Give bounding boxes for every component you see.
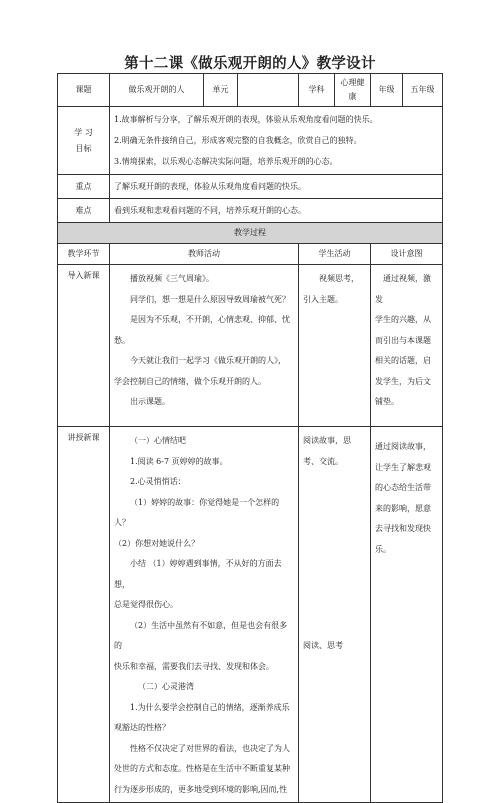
teacher-line: 播放视频《三气周瑜》。 <box>130 274 214 283</box>
unit-label: 单元 <box>204 74 238 107</box>
teacher-line: 小结 （1）婷婷遇到事情，不从好的方面去想， <box>114 559 282 589</box>
student-line: 引入主题。 <box>303 294 343 304</box>
key-point-row <box>58 175 443 199</box>
lesson-plan-table <box>57 73 443 803</box>
process-band: 教学过程 <box>58 223 443 244</box>
teacher-line: 处世的方式和态度。性格是在生活中不断重复某种 <box>114 764 290 773</box>
teacher-line: 2.心灵悄悄话： <box>130 477 186 486</box>
process-band-row <box>58 223 443 244</box>
student-spacer <box>303 472 366 636</box>
goals-label-line2: 目标 <box>75 143 92 153</box>
intent-line: 通过阅读故事， <box>375 442 431 451</box>
intent-line: 让学生了解悲观 <box>375 462 431 472</box>
process-column-headers <box>58 244 443 265</box>
intent-line: 来的影响，愿意 <box>375 503 431 513</box>
teacher-line: 1.为什么要学会控制自己的情绪，逐渐养成乐 <box>130 702 290 712</box>
teacher-activity-cell <box>110 265 299 427</box>
col-head-student: 学生活动 <box>299 244 371 265</box>
teacher-line: 总是觉得很伤心。 <box>114 600 178 609</box>
design-intent-cell <box>371 427 443 803</box>
intent-line: 学生的兴趣，从 <box>375 315 431 324</box>
intent-line: 通过视频，激发 <box>375 274 431 304</box>
intent-line: 的心态给生活带 <box>375 483 431 492</box>
difficulty-label: 难点 <box>58 199 110 223</box>
intent-line: 铺垫。 <box>375 397 399 406</box>
intent-line: 乐。 <box>375 544 391 554</box>
teacher-activity-cell <box>110 427 299 803</box>
stage-cell: 导入新课 <box>58 265 110 427</box>
intent-line: 发学生，为后文 <box>375 376 431 386</box>
col-head-teacher: 教师活动 <box>110 244 299 265</box>
student-line: 考、交流。 <box>303 456 343 466</box>
teacher-line: 是因为不乐观，不开朗，心情悲观、抑郁、忧 <box>130 315 290 324</box>
teacher-line: 同学们，想一想是什么原因导致周瑜被气死？ <box>130 294 290 304</box>
teacher-line: 出示课题。 <box>130 397 170 406</box>
teacher-line: 1.阅读 6-7 页婷婷的故事。 <box>130 456 228 466</box>
teacher-line: 愁。 <box>114 335 130 345</box>
stage-cell: 讲授新课 <box>58 427 110 803</box>
col-head-intent: 设计意图 <box>371 244 443 265</box>
intent-line: 而引出与本课题 <box>375 335 431 345</box>
lesson-plan-table-wrap <box>57 73 442 803</box>
teacher-line: 今天就让我们一起学习《做乐观开朗的人》， <box>130 356 286 365</box>
student-activity-cell <box>299 265 371 427</box>
teacher-line: 观豁达的性格？ <box>114 723 170 732</box>
table-row <box>58 265 443 427</box>
key-point-value: 了解乐观开朗的表现，体验从乐观角度看问题的快乐。 <box>110 175 443 199</box>
teacher-line: （1）婷婷的故事：你觉得她是一个怎样的人？ <box>114 497 280 527</box>
table-row <box>58 427 443 803</box>
teacher-line: （2）你想对她说什么？ <box>114 538 200 548</box>
student-line: 阅读、思考 <box>303 641 343 650</box>
goals-label <box>58 107 110 175</box>
difficulty-value: 看到乐观和悲观看问题的不同，培养乐观开朗的心态。 <box>110 199 443 223</box>
key-point-label: 重点 <box>58 175 110 199</box>
teacher-line: 性格不仅决定了对世界的看法，也决定了为人 <box>130 743 290 753</box>
teacher-line: （一）心情结吧 <box>130 436 186 445</box>
course-label: 课题 <box>58 74 110 107</box>
header-row <box>58 74 443 107</box>
goals-row <box>58 107 443 175</box>
difficulty-row <box>58 199 443 223</box>
intent-line: 去寻找和发现快 <box>375 524 431 533</box>
col-head-stage: 教学环节 <box>58 244 110 265</box>
goals-content <box>110 107 443 175</box>
student-activity-cell <box>299 427 371 803</box>
teacher-line: （2）生活中虽然有不如意，但是也会有很多的 <box>114 620 288 650</box>
goal-item: 3.情境探索，以乐观心态解决实际问题，培养乐观开朗的心态。 <box>114 157 338 166</box>
student-line: 视频思考， <box>319 274 359 283</box>
course-value: 做乐观开朗的人 <box>110 74 204 107</box>
teacher-line: 快乐和幸福，需要我们去寻找、发现和体会。 <box>114 661 274 671</box>
unit-value <box>238 74 299 107</box>
grade-label: 年级 <box>371 74 403 107</box>
page-title: 第十二课《做乐观开朗的人》教学设计 <box>124 56 376 72</box>
teacher-line: 学会控制自己的情绪，做个乐观开朗的人。 <box>114 376 266 386</box>
intent-line: 相关的话题，启 <box>375 356 431 365</box>
goals-label-line1: 学 习 <box>74 127 93 137</box>
teacher-line: （二）心灵港湾 <box>138 682 194 691</box>
subject-value: 心理健康 <box>335 74 371 107</box>
teacher-line: 行为逐步形成的，更多地受到环境的影响,因而,性 <box>114 784 288 794</box>
design-intent-cell <box>371 265 443 427</box>
goal-item: 2.明确无条件接纳自己，形成客观完整的自我概念，欣赏自己的独特。 <box>114 136 362 145</box>
goal-item: 1.故事解析与分享，了解乐观开朗的表现，体验从乐观角度看问题的快乐。 <box>114 115 378 124</box>
student-line: 阅读故事，思 <box>303 436 351 445</box>
subject-label: 学科 <box>299 74 335 107</box>
grade-value: 五年级 <box>403 74 443 107</box>
